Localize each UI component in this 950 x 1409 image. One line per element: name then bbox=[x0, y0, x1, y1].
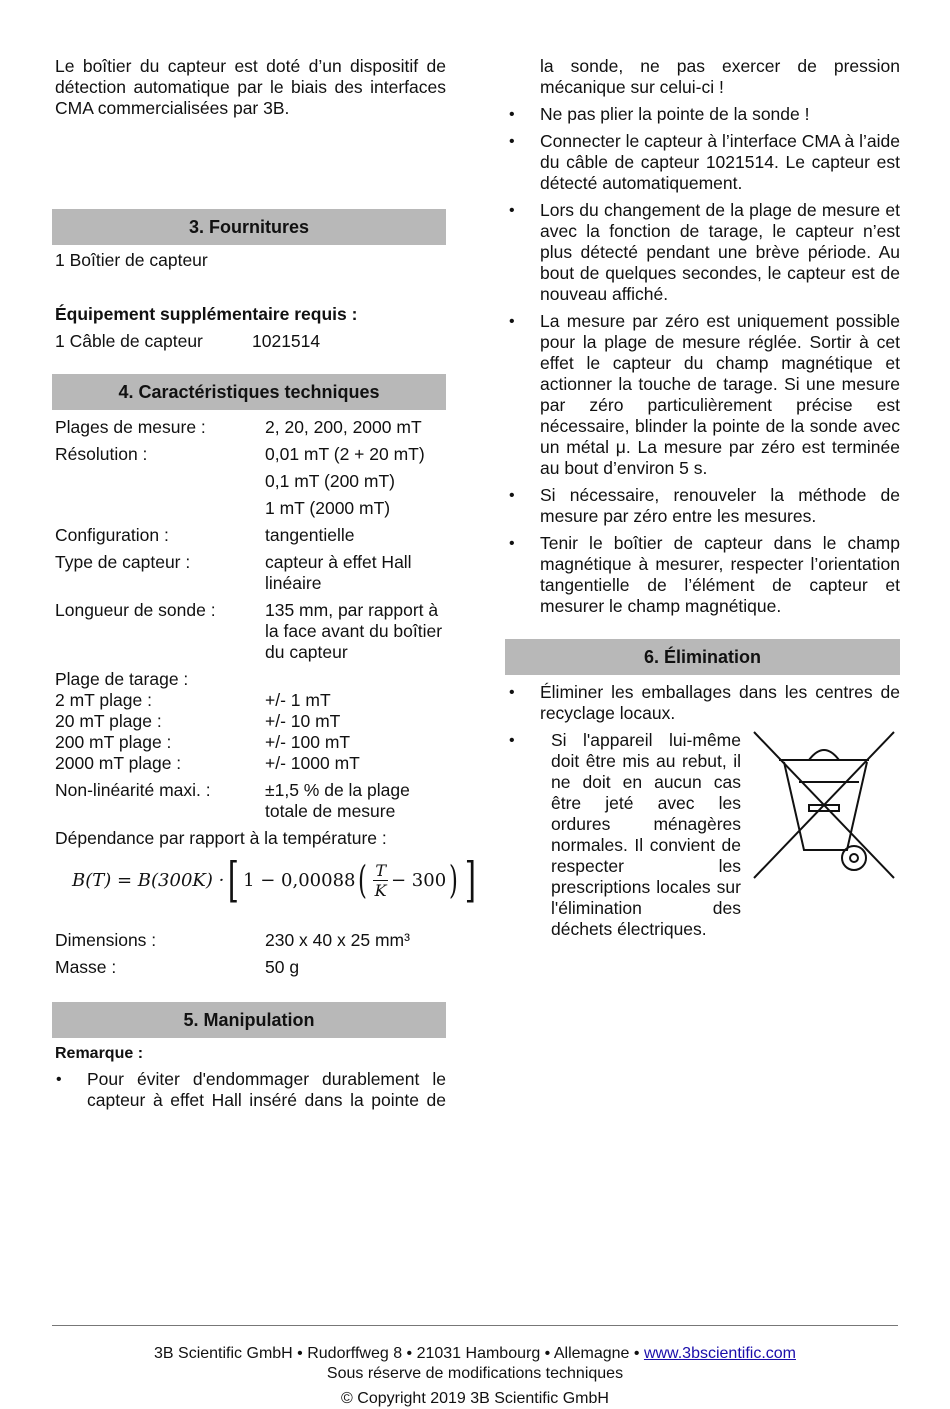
list-item: • Tenir le boîtier de capteur dans le champ magnétique à mesurer, respecter l’orientation tangentielle de l’élément de capteur et mesurer le champ magnétique. bbox=[505, 533, 900, 617]
extra-equipment-title: Équipement supplémentaire requis : bbox=[55, 304, 358, 324]
disposal-text: • Si l'appareil lui-même doit être mis au rebut, il ne doit en aucun cas être jeté avec les ordures ménagères normales. Il convient de respecter les prescriptions locales sur l'élimination des déchets électriques. bbox=[551, 730, 741, 939]
extra-equipment-ref: 1021514 bbox=[252, 331, 321, 351]
tarage-row bbox=[55, 732, 446, 753]
spec-key: Résolution : bbox=[55, 444, 148, 464]
tarage-row bbox=[55, 753, 446, 774]
spec-value bbox=[265, 444, 446, 519]
manipulation-list-part2 bbox=[505, 56, 900, 617]
resolution-line: 0,01 mT (2 + 20 mT) bbox=[265, 444, 425, 464]
tarage-value: +/- 1 mT bbox=[265, 690, 331, 710]
spec-row-longueur bbox=[55, 600, 446, 663]
spec-row-nonlinearite bbox=[55, 780, 446, 822]
list-item: • Si nécessaire, renouveler la méthode de mesure par zéro entre les mesures. bbox=[505, 485, 900, 527]
crossed-bin-icon bbox=[749, 730, 899, 882]
spec-row-configuration bbox=[55, 525, 446, 546]
formula-fraction bbox=[373, 861, 388, 900]
manipulation-list-part1 bbox=[52, 1069, 446, 1111]
tarage-value: +/- 10 mT bbox=[265, 711, 341, 731]
spec-key: Configuration : bbox=[55, 525, 169, 545]
temperature-formula bbox=[72, 849, 476, 911]
spec-value: 2, 20, 200, 2000 mT bbox=[265, 417, 422, 437]
tarage-key: 2 mT plage : bbox=[55, 690, 152, 710]
tarage-key: 2000 mT plage : bbox=[55, 753, 182, 773]
tarage-value: +/- 1000 mT bbox=[265, 753, 360, 773]
spec-row-plages bbox=[55, 417, 446, 438]
spec-value: tangentielle bbox=[265, 525, 355, 545]
footer-divider bbox=[52, 1325, 898, 1326]
list-item: • Ne pas plier la pointe de la sonde ! bbox=[505, 104, 900, 125]
remark-label: Remarque : bbox=[55, 1045, 144, 1062]
list-item: • Lors du changement de la plage de mesure et avec la fonction de tarage, le capteur n’est plus détecté pendant une brève période. Au bout de quelques secondes, le capteur est de nouveau affiché. bbox=[505, 200, 900, 305]
spec-key: Non-linéarité maxi. : bbox=[55, 780, 211, 800]
spec-value: 135 mm, par rapport à la face avant du boîtier du capteur bbox=[265, 600, 443, 662]
list-item-disposal bbox=[505, 730, 900, 940]
right-column bbox=[505, 56, 900, 946]
spec-row-type bbox=[55, 552, 446, 594]
fournitures-item: 1 Boîtier de capteur bbox=[55, 250, 208, 270]
footer-copyright: © Copyright 2019 3B Scientific GmbH bbox=[341, 1390, 609, 1407]
resolution-line: 1 mT (2000 mT) bbox=[265, 498, 391, 518]
spec-row-dimensions bbox=[55, 930, 446, 951]
spec-key: Plages de mesure : bbox=[55, 417, 206, 437]
resolution-line: 0,1 mT (200 mT) bbox=[265, 471, 395, 491]
spec-key: Dimensions : bbox=[55, 930, 157, 950]
formula-paren: ) bbox=[449, 858, 459, 902]
tarage-value: +/- 100 mT bbox=[265, 732, 351, 752]
spec-value: ±1,5 % de la plage totale de mesure bbox=[265, 780, 410, 821]
formula-bracket: ] bbox=[464, 852, 476, 908]
tarage-key: 200 mT plage : bbox=[55, 732, 172, 752]
footer-notice: Sous réserve de modifications techniques bbox=[326, 1365, 624, 1382]
section-heading-specs: 4. Caractéristiques techniques bbox=[52, 374, 446, 410]
spec-value: capteur à effet Hall linéaire bbox=[265, 552, 412, 593]
formula-tail: − 300 bbox=[390, 869, 447, 891]
footer-address-text: 3B Scientific GmbH • Rudorffweg 8 • 21031 Hambourg • Allemagne • bbox=[154, 1345, 640, 1362]
formula-term: 1 − 0,00088 bbox=[243, 869, 356, 891]
tarage-row bbox=[55, 690, 446, 711]
spec-key: Masse : bbox=[55, 957, 117, 977]
list-item: • La mesure par zéro est uniquement possible pour la plage de mesure réglée. Sortir à cet effet le capteur du champ magnétique et actionner la touche de tarage. Si une mesure par zéro particulièrement précise est nécessaire, blinder la pointe de la sonde avec un métal μ. La mesure par zéro est terminée au bout d’environ 5 s. bbox=[505, 311, 900, 479]
list-item-continued bbox=[505, 56, 900, 98]
tarage-row bbox=[55, 711, 446, 732]
elimination-list bbox=[505, 682, 900, 940]
spec-value: 230 x 40 x 25 mm³ bbox=[265, 930, 410, 950]
list-item: • Connecter le capteur à l’interface CMA à l’aide du câble de capteur 1021514. Le capteur est détecté automatiquement. bbox=[505, 131, 900, 194]
tarage-key: 20 mT plage : bbox=[55, 711, 162, 731]
temperature-title: Dépendance par rapport à la température : bbox=[55, 828, 387, 848]
disposal-block bbox=[551, 730, 900, 940]
spec-row-resolution bbox=[55, 444, 446, 519]
spec-value: 50 g bbox=[265, 957, 300, 977]
section-heading-manipulation: 5. Manipulation bbox=[52, 1002, 446, 1038]
section-heading-fournitures: 3. Fournitures bbox=[52, 209, 446, 245]
footer-website-link[interactable]: www.3bscientific.com bbox=[643, 1345, 796, 1362]
tarage-title: Plage de tarage : bbox=[55, 669, 189, 689]
formula-paren: ( bbox=[358, 858, 368, 902]
list-item: • Éliminer les emballages dans les centres de recyclage locaux. bbox=[505, 682, 900, 724]
section-heading-elimination: 6. Élimination bbox=[505, 639, 900, 675]
footer-address bbox=[52, 1343, 898, 1364]
extra-equipment-name: 1 Câble de capteur bbox=[55, 331, 203, 351]
specs-list bbox=[52, 417, 476, 978]
list-item: • Pour éviter d'endommager durablement le capteur à effet Hall inséré dans la pointe de bbox=[52, 1069, 446, 1111]
extra-equipment-row bbox=[55, 331, 446, 352]
list-item-text: la sonde, ne pas exercer de pression mécanique sur celui-ci ! bbox=[540, 56, 900, 97]
left-column bbox=[52, 56, 476, 1117]
formula-bracket: [ bbox=[228, 852, 240, 908]
fraction-denominator: K bbox=[374, 880, 387, 900]
spec-key: Longueur de sonde : bbox=[55, 600, 216, 620]
spec-row-masse bbox=[55, 957, 446, 978]
formula-lhs: B(T) = B(300K) · bbox=[72, 869, 225, 891]
fraction-numerator: T bbox=[375, 860, 386, 880]
spec-key: Type de capteur : bbox=[55, 552, 191, 572]
intro-paragraph: Le boîtier du capteur est doté d’un dispositif de détection automatique par le biais des interfaces CMA commercialisées par 3B. bbox=[55, 56, 446, 118]
